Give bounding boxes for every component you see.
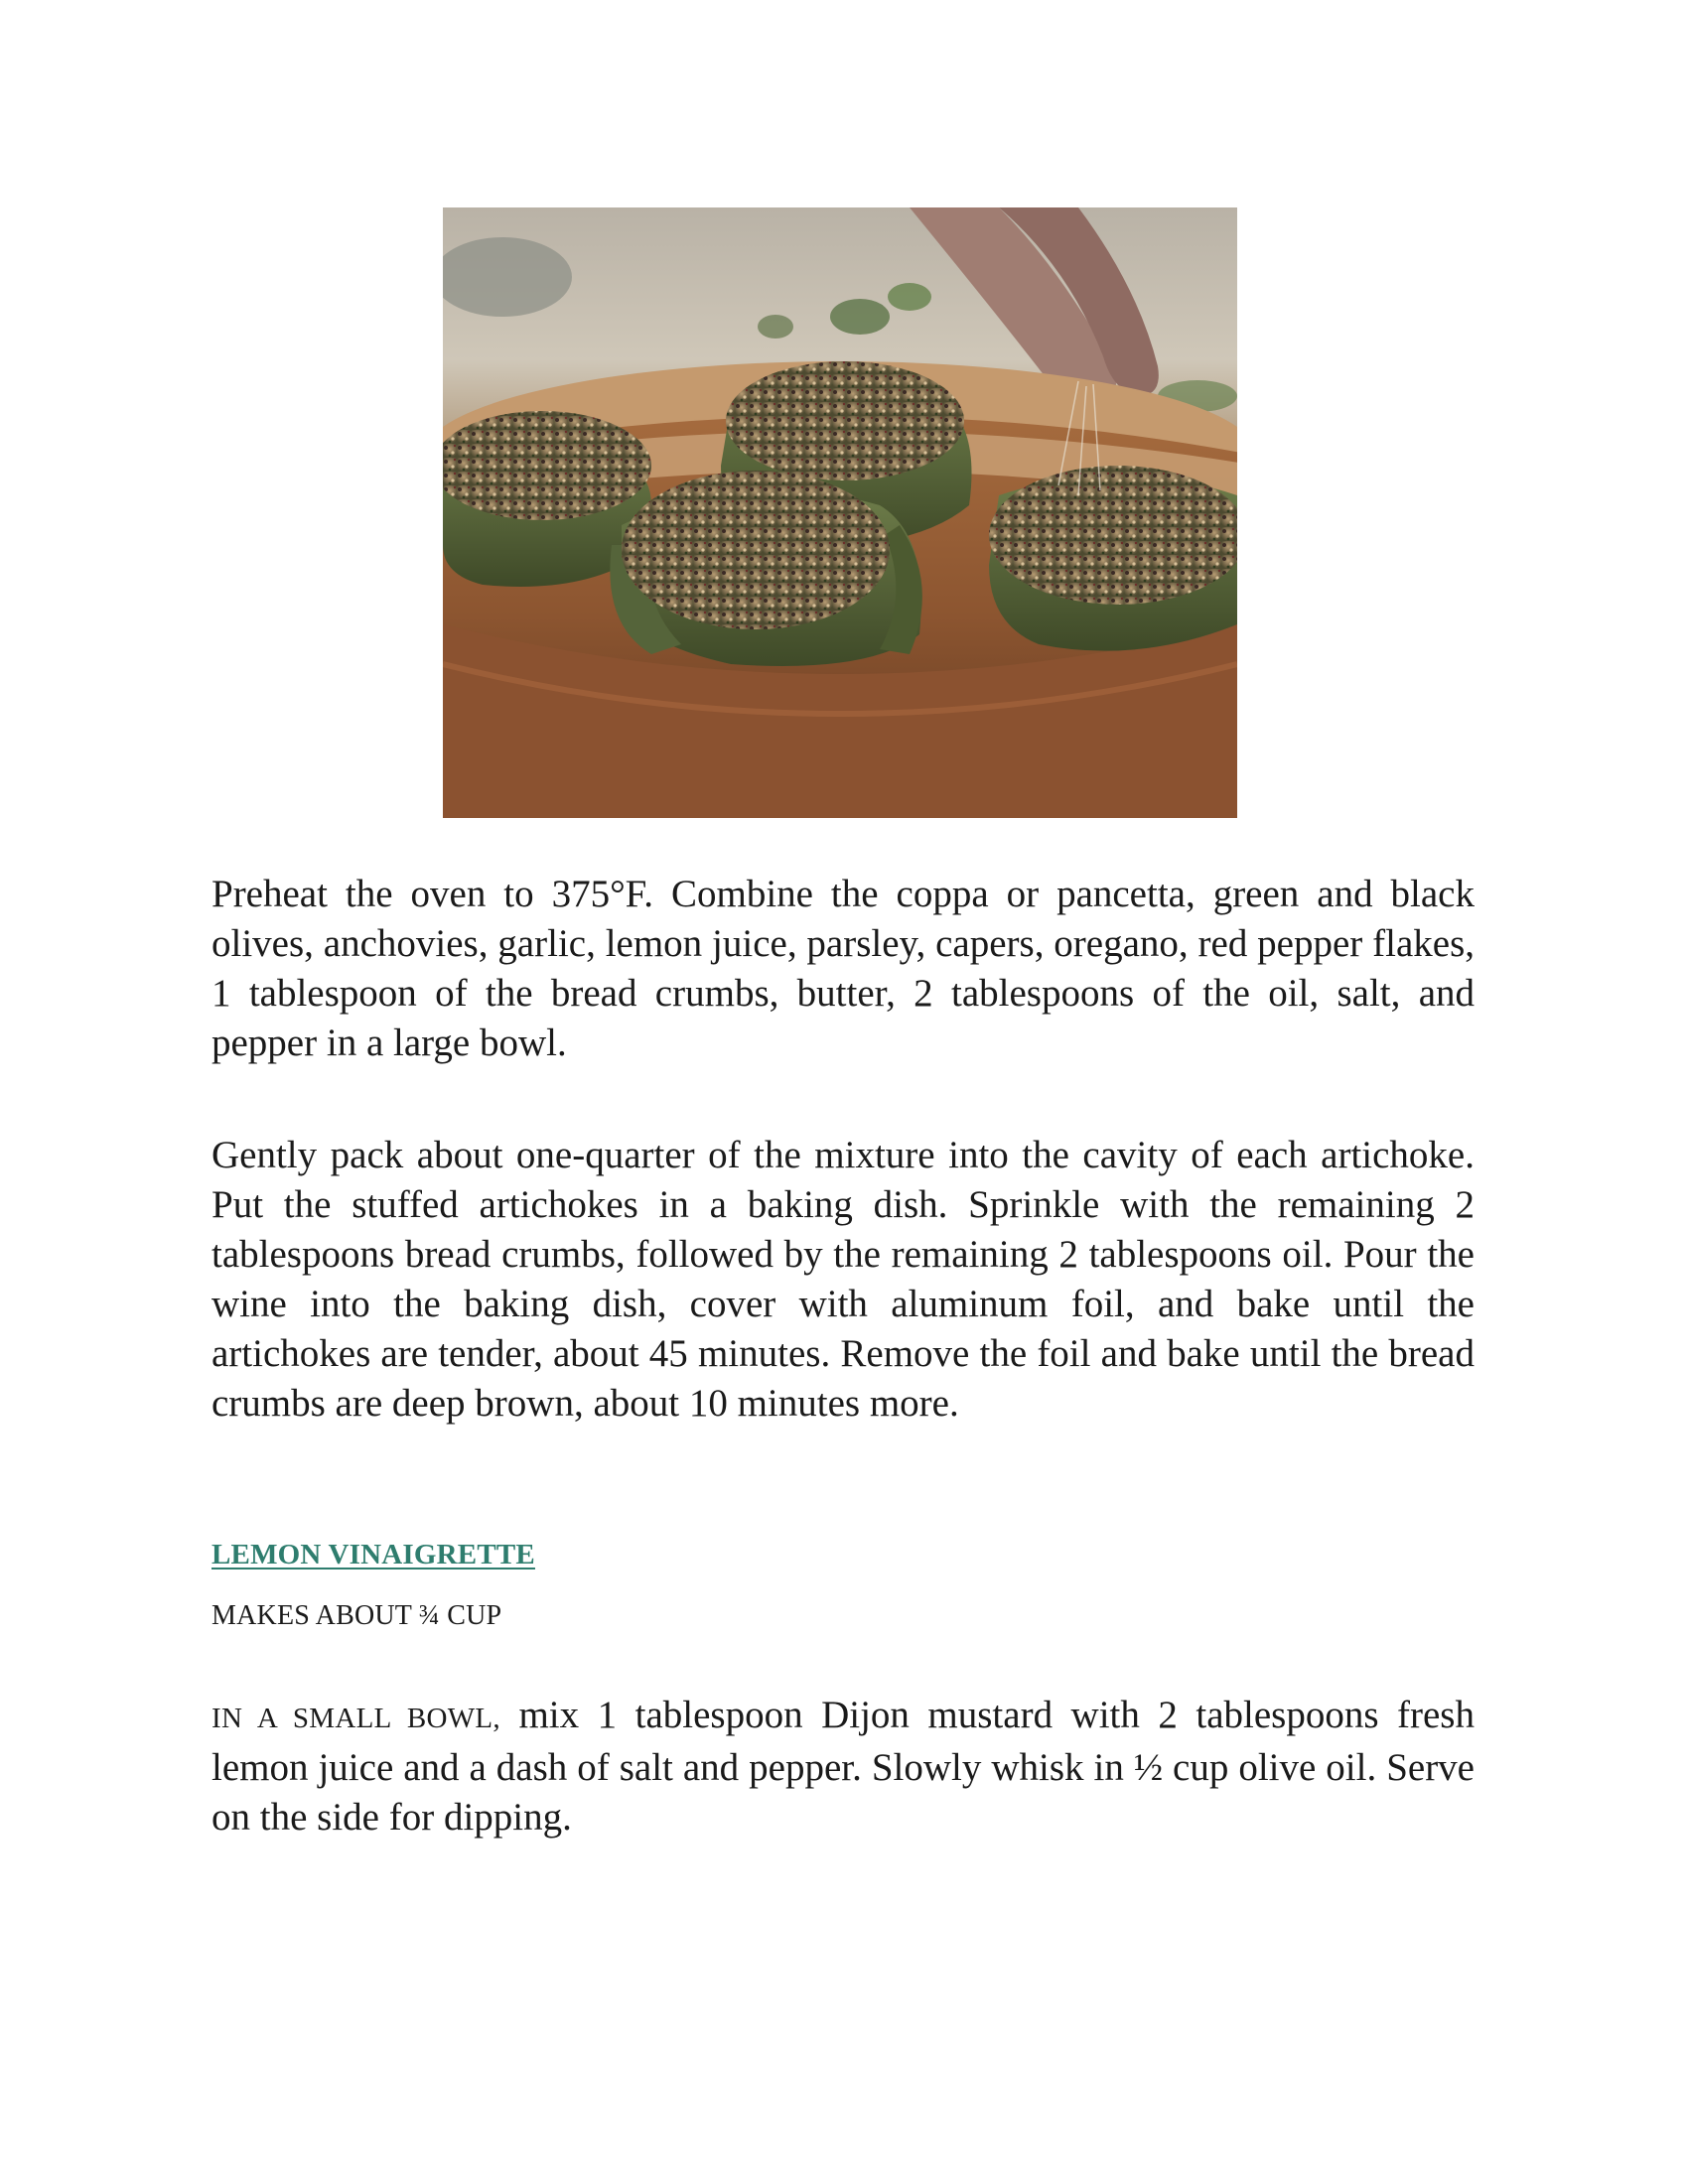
instruction-paragraph-2: Gently pack about one-quarter of the mixture into the cavity of each artichoke. Put the stuffed artichokes in a baking dish. Sprinkle with the remaining 2 tablespoons bread crumbs, followed by the remaining 2 tablespoons oil. Pour the wine into the baking dish, cover with aluminum foil, and bake until the artichokes are tender, about 45 minutes. Remove the foil and bake until the bread crumbs are deep brown, about 10 minutes more. [211, 1134, 1475, 1425]
vinaigrette-lead-in: IN A SMALL BOWL, [211, 1703, 500, 1734]
instruction-paragraph-1: Preheat the oven to 375°F. Combine the coppa or pancetta, green and black olives, anchovies, garlic, lemon juice, parsley, capers, oregano, red pepper flakes, 1 tablespoon of the bread crumbs, butter, 2 tablespoons of the oil, salt, and pepper in a large bowl. [211, 873, 1475, 1064]
vinaigrette-yield: MAKES ABOUT ¾ CUP [211, 1600, 502, 1631]
vinaigrette-body: mix 1 tablespoon Dijon mustard with 2 tablespoons fresh lemon juice and a dash of salt and pepper. Slowly whisk in ½ cup olive oil. Serve on the side for dipping. [211, 1694, 1475, 1839]
vinaigrette-instructions [211, 1691, 1475, 1843]
stuffed-artichokes-photo [443, 207, 1237, 818]
lemon-vinaigrette-heading-link[interactable]: LEMON VINAIGRETTE [211, 1539, 535, 1570]
stuffed-artichokes-illustration [443, 207, 1237, 818]
